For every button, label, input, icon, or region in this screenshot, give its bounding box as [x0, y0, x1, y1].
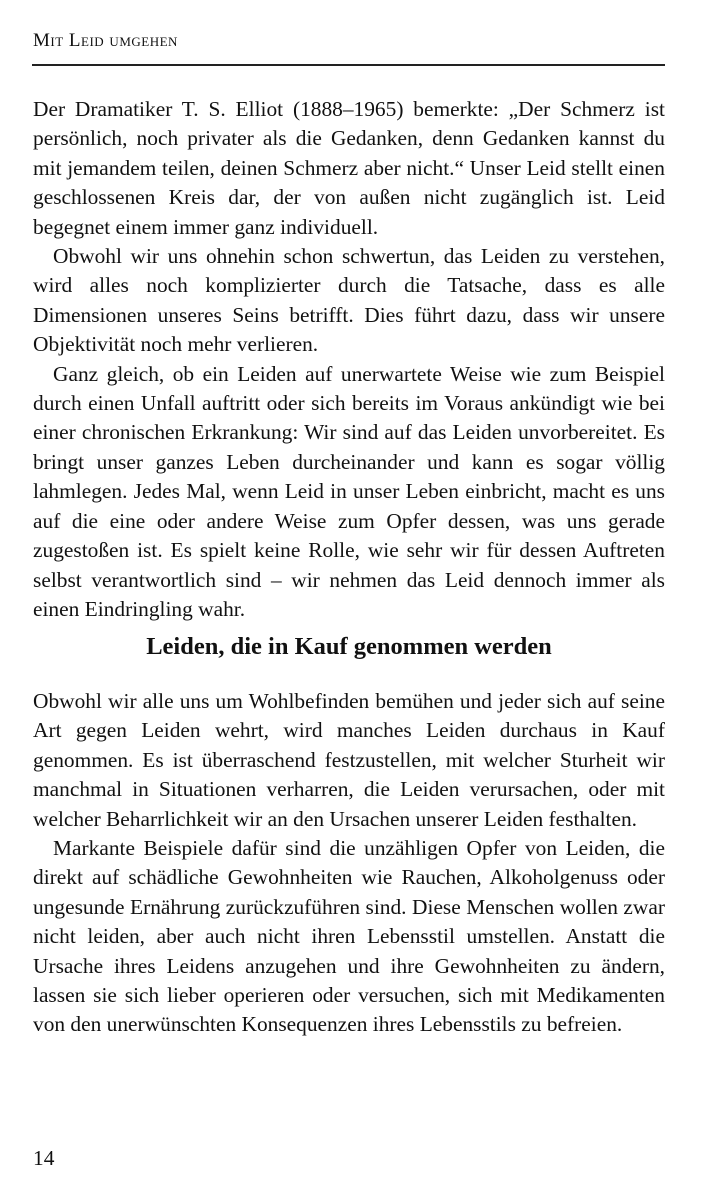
section-1-body	[33, 95, 665, 624]
header-rule	[32, 64, 665, 66]
paragraph: Obwohl wir uns ohnehin schon schwertun, das Leiden zu verstehen, wird alles noch komplizierter durch die Tatsache, dass es alle Dimensionen unseres Seins betrifft. Dies führt dazu, dass wir unsere Objektivität noch mehr verlieren.	[33, 244, 665, 357]
paragraph: Obwohl wir alle uns um Wohlbefinden bemühen und jeder sich auf seine Art gegen Leiden wehrt, wird manches Leiden durchaus in Kauf genommen. Es ist überraschend festzustellen, mit welcher Sturheit wir manchmal in Situationen verharren, die Leiden verursachen, oder mit welcher Beharrlichkeit wir an den Ursachen unserer Leiden festhalten.	[33, 689, 665, 831]
page-number: 14	[33, 1146, 55, 1170]
paragraph: Markante Beispiele dafür sind die unzähligen Opfer von Leiden, die direkt auf schädliche Gewohnheiten wie Rauchen, Alkoholgenuss oder ungesunde Ernährung zurückzuführen sind. Diese Menschen wollen zwar nicht leiden, aber auch nicht ihren Lebensstil umstellen. Anstatt die Ursache ihres Leidens anzugehen und ihre Gewohnheiten zu ändern, lassen sie sich lieber operieren oder versuchen, sich mit Medikamenten von den unerwünschten Konsequenzen ihres Lebensstils zu befreien.	[33, 836, 665, 1037]
paragraph: Ganz gleich, ob ein Leiden auf unerwartete Weise wie zum Beispiel durch einen Unfall auftritt oder sich bereits im Voraus ankündigt wie bei einer chronischen Erkrankung: Wir sind auf das Leiden unvorbereitet. Es bringt unser ganzes Leben durcheinander und kann es sogar völlig lahmlegen. Jedes Mal, wenn Leid in unser Leben einbricht, macht es uns auf die eine oder andere Weise zum Opfer dessen, was uns gerade zugestoßen ist. Es spielt keine Rolle, wie sehr wir für dessen Auftreten selbst verantwortlich sind – wir nehmen das Leid dennoch immer als einen Eindringling wahr.	[33, 361, 665, 621]
section-heading: Leiden, die in Kauf genommen werden	[146, 633, 552, 660]
running-head: Mit Leid umgehen	[33, 30, 178, 51]
paragraph: Der Dramatiker T. S. Elliot (1888–1965) bemerkte: „Der Schmerz ist persönlich, noch privater als die Gedanken, denn Gedanken kannst du mit jemandem teilen, deinen Schmerz aber nicht.“ Unser Leid stellt einen geschlossenen Kreis dar, der von außen nicht zugänglich ist. Leid begegnet einem immer ganz individuell.	[33, 97, 665, 239]
section-2-body	[33, 687, 665, 1040]
